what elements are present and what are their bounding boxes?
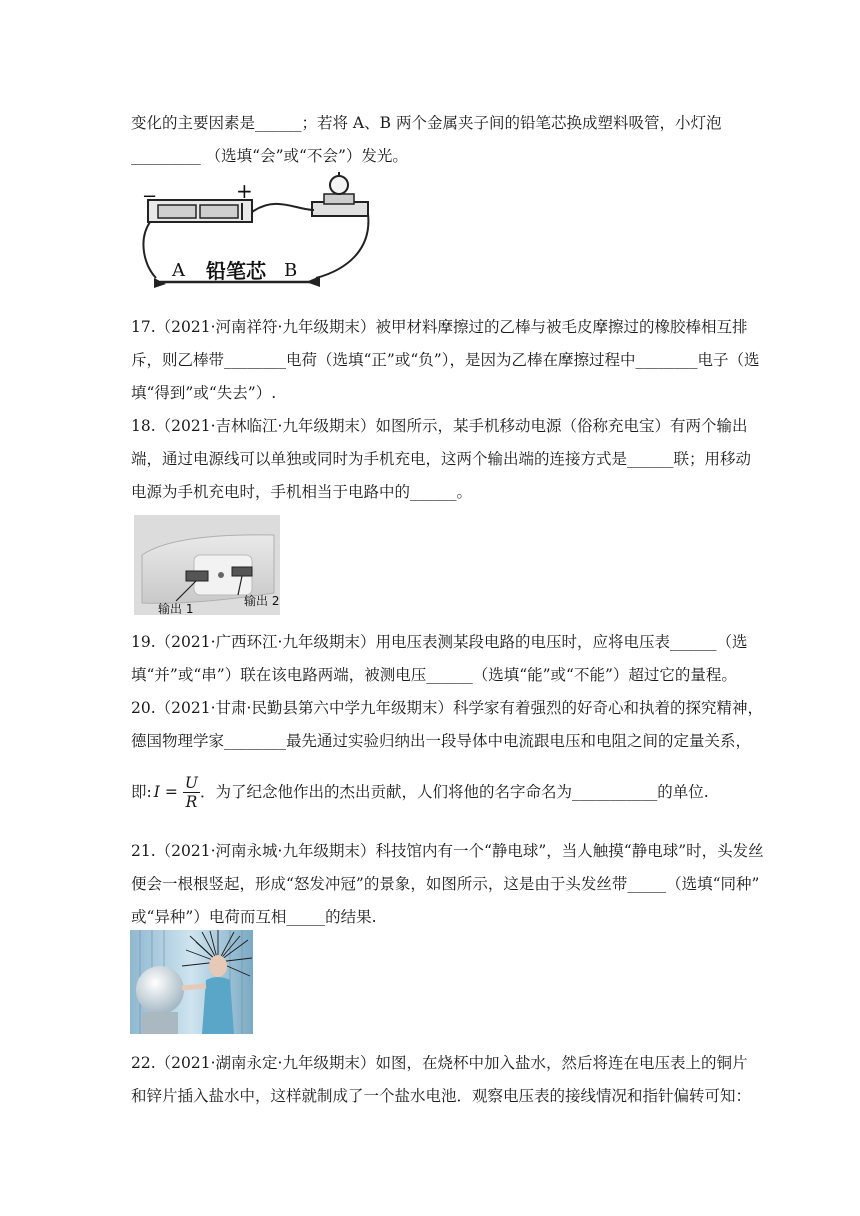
power-bank-figure — [134, 515, 280, 615]
text-line-7: 端，通过电源线可以单独或同时为手机充电，这两个输出端的连接方式是______联；用移动 — [131, 450, 752, 468]
text-line-17: 和锌片插入盐水中，这样就制成了一个盐水电池．观察电压表的接线情况和指针偏转可知： — [131, 1087, 752, 1105]
text-line-2: _________ （选填“会”或“不会”）发光。 — [131, 147, 408, 165]
label-a: A — [172, 260, 185, 281]
plus-sign: + — [236, 179, 253, 203]
text-line-11: 20.（2021·甘肃·民勤县第六中学九年级期末）科学家有着强烈的好奇心和执着的探究精神， — [131, 699, 763, 717]
fraction-denominator: R — [185, 792, 198, 811]
ohms-law-fraction — [183, 774, 200, 811]
minus-sign: − — [142, 186, 158, 207]
text-line-9: 19.（2021·广西环江·九年级期末）用电压表测某段电路的电压时，应将电压表______（选 — [131, 633, 748, 651]
formula-equals: = — [164, 783, 178, 801]
fraction-numerator: U — [184, 773, 198, 792]
text-line-5: 填“得到”或“失去”）. — [131, 384, 277, 402]
text-line-12: 德国物理学家________最先通过实验归纳出一段导体中电流跟电压和电阻之间的定量关系， — [131, 732, 752, 750]
static-ball-photo — [130, 930, 253, 1034]
text-line-3: 17.（2021·河南祥符·九年级期末）被甲材料摩擦过的乙棒与被毛皮摩擦过的橡胶棒相互排 — [131, 318, 748, 336]
output-1-label: 输出 1 — [158, 602, 194, 615]
text-line-15: 或“异种”）电荷而互相_____的结果. — [131, 908, 377, 926]
label-b: B — [284, 260, 298, 281]
text-line-4: 斥，则乙棒带________电荷（选填“正”或“负”），是因为乙棒在摩擦过程中________电子（选 — [131, 351, 760, 369]
pencil-lead-circuit-figure — [136, 170, 372, 298]
output-2-label: 输出 2 — [244, 594, 280, 608]
formula-lhs: I — [153, 783, 160, 801]
label-pencil-lead: 铅笔芯 — [206, 259, 266, 283]
text-line-13: 21.（2021·河南永城·九年级期末）科技馆内有一个“静电球”，当人触摸“静电球”时，头发丝 — [131, 842, 764, 860]
formula-prefix: 即: — [131, 783, 152, 801]
text-line-14: 便会一根根竖起，形成“怒发冲冠”的景象，如图所示，这是由于头发丝带_____（选填“同种” — [131, 875, 760, 893]
text-line-6: 18.（2021·吉林临江·九年级期末）如图所示，某手机移动电源（俗称充电宝）有两个输出 — [131, 417, 748, 435]
formula-suffix: ．为了纪念他作出的杰出贡献，人们将他的名字命名为___________的单位. — [199, 783, 709, 801]
text-line-1: 变化的主要因素是______；若将 A、B 两个金属夹子间的铅笔芯换成塑料吸管，小灯泡 — [131, 114, 722, 132]
text-line-8: 电源为手机充电时，手机相当于电路中的______。 — [131, 483, 473, 501]
text-line-10: 填“并”或“串”）联在该电路两端，被测电压______（选填“能”或“不能”）超过它的量程。 — [131, 666, 737, 684]
text-line-16: 22.（2021·湖南永定·九年级期末）如图，在烧杯中加入盐水，然后将连在电压表上的铜片 — [131, 1054, 748, 1072]
formula-line — [131, 770, 709, 814]
